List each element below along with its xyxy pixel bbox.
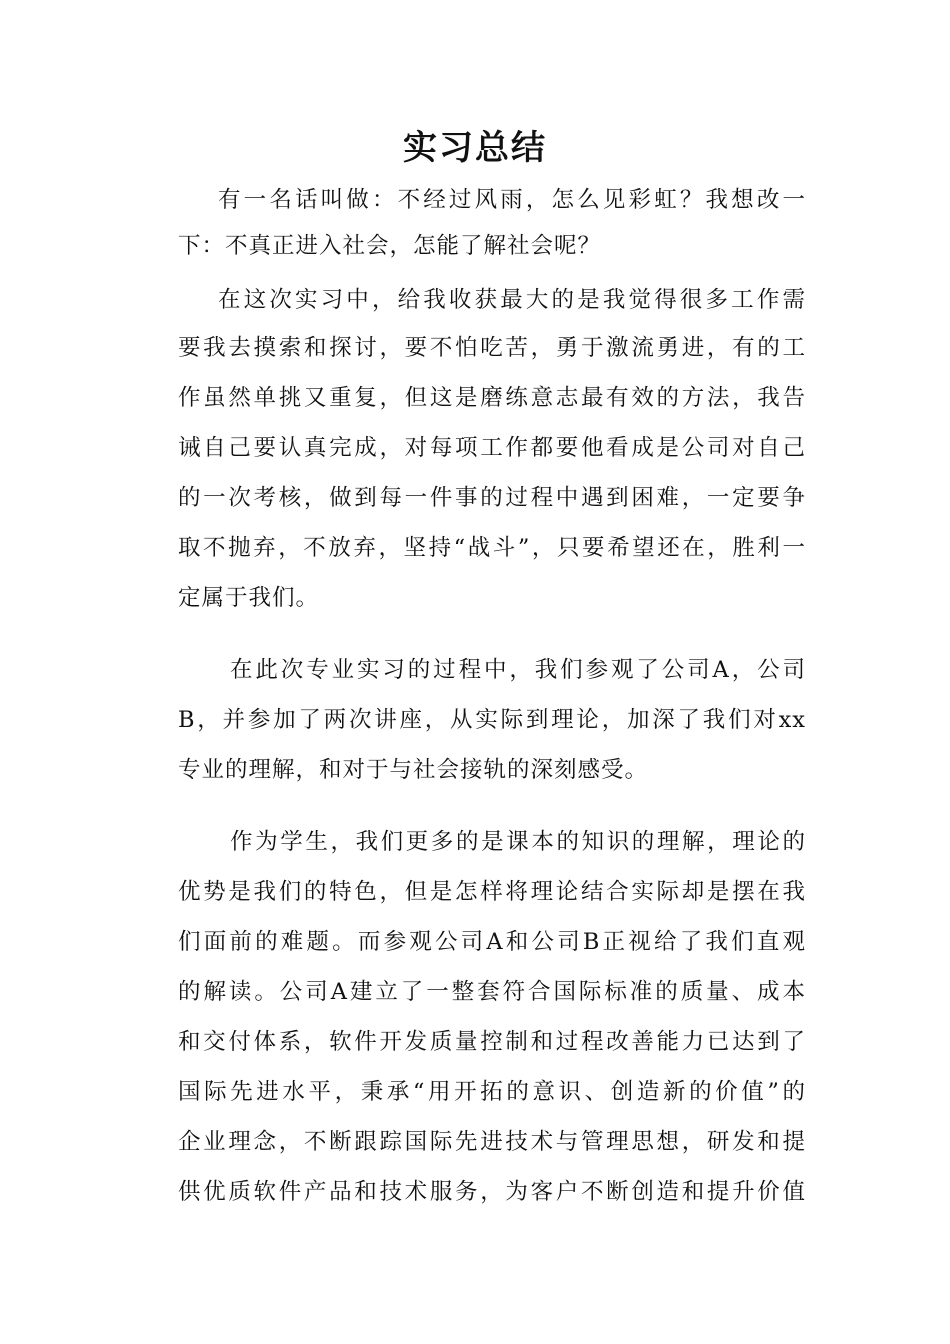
paragraph-line: 优势是我们的特色，但是怎样将理论结合实际却是摆在我: [178, 879, 806, 905]
paragraph-line: 在这次实习中，给我收获最大的是我觉得很多工作需: [218, 287, 806, 313]
paragraph-line: 作虽然单挑又重复，但这是磨练意志最有效的方法，我告: [178, 385, 806, 411]
paragraph-line: 取不抛弃，不放弃，坚持“战斗”，只要希望还在，胜利一: [178, 535, 806, 561]
paragraph-line: 定属于我们。: [178, 585, 320, 611]
paragraph-line: 有一名话叫做：不经过风雨，怎么见彩虹？我想改一: [218, 187, 806, 213]
paragraph-line: 供优质软件产品和技术服务，为客户不断创造和提升价值: [178, 1179, 806, 1205]
paragraph-line: 和交付体系，软件开发质量控制和过程改善能力已达到了: [178, 1029, 806, 1055]
paragraph-line: 作为学生，我们更多的是课本的知识的理解，理论的: [230, 829, 806, 855]
paragraph-line: 在此次专业实习的过程中，我们参观了公司A，公司: [230, 657, 806, 683]
paragraph-line: 国际先进水平，秉承“用开拓的意识、创造新的价值”的: [178, 1079, 806, 1105]
document-title: 实习总结: [403, 128, 547, 168]
paragraph-line: 企业理念，不断跟踪国际先进技术与管理思想，研发和提: [178, 1129, 806, 1155]
paragraph-line: 诫自己要认真完成，对每项工作都要他看成是公司对自己: [178, 435, 806, 461]
paragraph-line: B，并参加了两次讲座，从实际到理论，加深了我们对xx: [178, 707, 806, 733]
paragraph-line: 们面前的难题。而参观公司A和公司B正视给了我们直观: [178, 929, 806, 955]
paragraph-line: 要我去摸索和探讨，要不怕吃苦，勇于激流勇进，有的工: [178, 335, 806, 361]
paragraph-line: 专业的理解，和对于与社会接轨的深刻感受。: [178, 757, 649, 783]
paragraph-line: 的解读。公司A建立了一整套符合国际标准的质量、成本: [178, 979, 806, 1005]
paragraph-line: 的一次考核，做到每一件事的过程中遇到困难，一定要争: [178, 485, 806, 511]
paragraph-line: 下：不真正进入社会，怎能了解社会呢？: [178, 233, 602, 259]
